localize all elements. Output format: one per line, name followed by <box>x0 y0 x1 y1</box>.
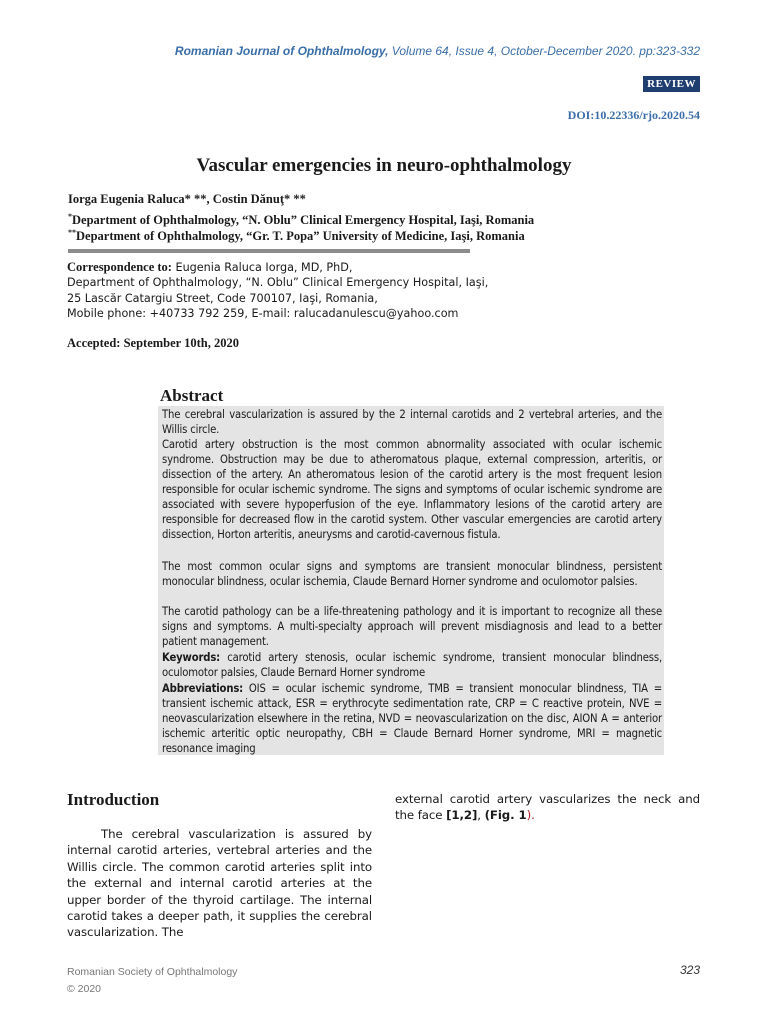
affiliation-text: Department of Ophthalmology, “N. Oblu” Clinical Emergency Hospital, Iaşi, Romania <box>72 213 535 228</box>
footer-copyright: © 2020 <box>67 983 102 995</box>
abstract-heading: Abstract <box>160 386 224 405</box>
affiliation-mark: ** <box>68 228 76 237</box>
section-divider <box>68 249 470 253</box>
figure-reference-end: ). <box>526 808 535 823</box>
affiliation-mark: * <box>68 212 72 221</box>
author-list: Iorga Eugenia Raluca* **, Costin Dănuţ* ** <box>68 192 306 206</box>
doi-link[interactable]: DOI:10.22336/rjo.2020.54 <box>567 108 700 122</box>
keywords-text: carotid artery stenosis, ocular ischemic syndrome, transient monocular blindness, oculomotor palsies, Claude Bernard Horner syndrome <box>162 651 662 679</box>
abstract-paragraph-2: Carotid artery obstruction is the most common abnormality associated with ocular ischemic syndrome. Obstruction may be due to atheromatous plaque, external compression, arteritis, or dissection of the artery. An atheromatous lesion of the carotid artery is the most frequent lesion responsible for ocular ischemic syndrome. The signs and symptoms of ocular ischemic syndrome are associated with severe hypoperfusion of the eye. Inflammatory lesions of the carotid artery are responsible for decreased flow in the carotid system. Other vascular emergencies are carotid artery dissection, Horton arteritis, aneurysms and carotid-cavernous fistula. <box>162 438 662 541</box>
abstract-paragraph-1: The cerebral vascularization is assured by the 2 internal carotids and 2 vertebral arteries, and the Willis circle. <box>162 408 662 436</box>
abbreviations-label: Abbreviations: <box>162 682 244 695</box>
page-number: 323 <box>679 963 700 977</box>
affiliation-1 <box>68 212 534 228</box>
journal-citation <box>175 44 700 58</box>
correspondence-line-3: 25 Lascăr Catargiu Street, Code 700107, Iaşi, Romania, <box>67 292 378 305</box>
correspondence-name: Eugenia Raluca Iorga, MD, PhD, <box>171 261 353 274</box>
citation-separator: , <box>477 808 485 823</box>
correspondence-line-1 <box>67 260 352 275</box>
introduction-left-column: The cerebral vascularization is assured by internal carotid arteries, vertebral arteries and the Willis circle. The common carotid arteries split into the external and internal carotid arteries at the upper border of the thyroid cartilage. The internal carotid takes a deeper path, it supplies the cerebral vascularization. The <box>67 827 372 940</box>
right-column-text: external carotid artery vascularizes the neck and the face <box>395 792 700 823</box>
correspondence-line-2: Department of Ophthalmology, “N. Oblu” Clinical Emergency Hospital, Iaşi, <box>67 276 489 289</box>
abstract-paragraph-4: The carotid pathology can be a life-threatening pathology and it is important to recognize all these signs and symptoms. A multi-specialty approach will prevent misdiagnosis and lead to a better patient management. <box>162 605 662 648</box>
footer-organization: Romanian Society of Ophthalmology <box>67 966 238 978</box>
abstract-abbreviations <box>162 681 662 756</box>
figure-reference[interactable]: (Fig. 1 <box>484 808 527 823</box>
abbreviations-text: OIS = ocular ischemic syndrome, TMB = transient monocular blindness, TIA = transient ischemic attack, ESR = erythrocyte sedimentation rate, CRP = C reactive protein, NVE = neovascularization elsewhere in the retina, NVD = neovascularization on the disc, AION A = anterior ischemic arteritic optic neuropathy, CBH = Claude Bernard Horner syndrome, MRI = magnetic resonance imaging <box>162 682 662 755</box>
journal-issue: Volume 64, Issue 4, October-December 2020. pp:323-332 <box>388 44 700 58</box>
abstract-paragraph-3: The most common ocular signs and symptoms are transient monocular blindness, persistent monocular blindness, ocular ischemia, Claude Bernard Horner syndrome and oculomotor palsies. <box>162 560 662 588</box>
affiliation-text: Department of Ophthalmology, “Gr. T. Popa” University of Medicine, Iaşi, Romania <box>76 229 525 244</box>
introduction-heading: Introduction <box>67 790 160 809</box>
accepted-date: Accepted: September 10th, 2020 <box>67 336 239 350</box>
article-title: Vascular emergencies in neuro-ophthalmology <box>196 155 572 176</box>
review-badge: REVIEW <box>643 76 700 92</box>
citation-refs[interactable]: [1,2] <box>446 808 478 823</box>
abstract-keywords <box>162 650 662 680</box>
correspondence-label: Correspondence to: <box>67 260 172 274</box>
journal-name: Romanian Journal of Ophthalmology, <box>174 44 389 58</box>
correspondence-line-4: Mobile phone: +40733 792 259, E-mail: ralucadanulescu@yahoo.com <box>67 307 459 320</box>
introduction-right-column <box>395 791 700 824</box>
keywords-label: Keywords: <box>162 651 221 664</box>
affiliation-2 <box>68 228 525 244</box>
